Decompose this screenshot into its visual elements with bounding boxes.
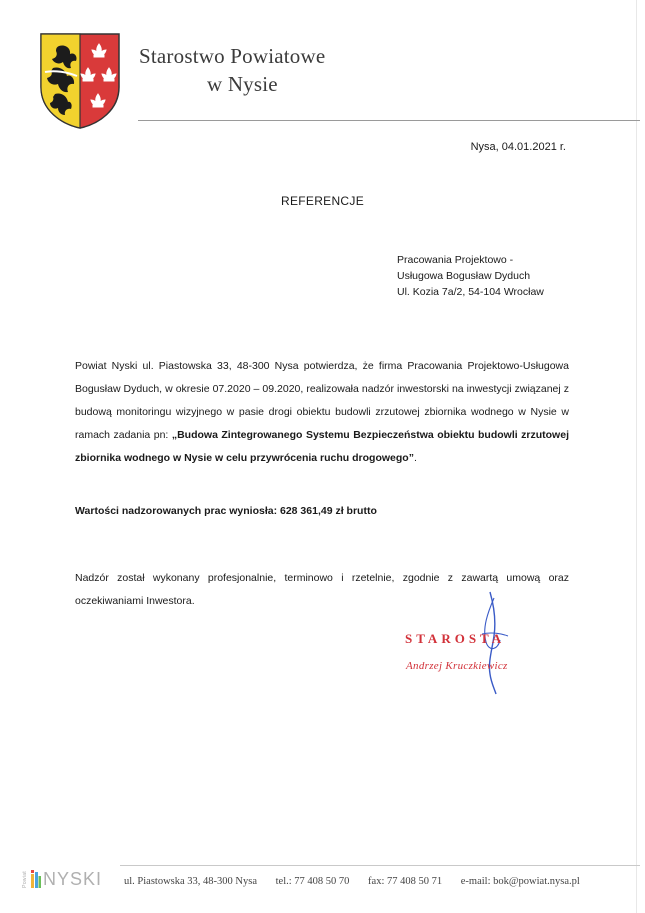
footer-contact	[124, 876, 580, 887]
letter-date: Nysa, 04.01.2021 r.	[470, 141, 566, 153]
footer-email: e-mail: bok@powiat.nysa.pl	[460, 876, 580, 887]
body-intro: Powiat Nyski ul. Piastowska 33, 48-300 Nysa potwierdza, że firma Pracowania Projektowo-Usługowa Bogusław Dyduch, w okresie 07.2020 – 09.2020, realizowała nadzór inwestorski na inwestycji związanej z budową monitoringu wizyjnego w pasie drogi obiektu budowli zrzutowej zbiornika wodnego w Nysie w ramach zadania pn:	[75, 360, 569, 441]
document-title: REFERENCJE	[280, 194, 364, 208]
office-name-line2: w Nysie	[207, 72, 278, 97]
recipient-line1: Pracowania Projektowo -	[397, 254, 514, 266]
body-paragraph	[75, 355, 569, 470]
closing-paragraph: Nadzór został wykonany profesjonalnie, terminowo i rzetelnie, zgodnie z zawartą umową oraz oczekiwaniami Inwestora.	[75, 572, 569, 607]
body-intro-end: .	[413, 452, 417, 464]
stamp-name: Andrzej Kruczkiewicz	[406, 660, 508, 672]
header-divider	[138, 120, 640, 121]
scan-edge	[636, 0, 637, 913]
footer-address: ul. Piastowska 33, 48-300 Nysa	[124, 876, 257, 887]
contract-value: Wartości nadzorowanych prac wyniosła: 628 361,49 zł brutto	[75, 505, 377, 517]
logo-mark-icon	[31, 870, 41, 888]
recipient-line2: Usługowa Bogusław Dyduch	[397, 270, 531, 282]
recipient-line3: Ul. Kozia 7a/2, 54-104 Wrocław	[397, 286, 544, 298]
stamp-title: STAROSTA	[405, 631, 506, 646]
office-name	[139, 42, 325, 99]
coat-of-arms-icon	[39, 32, 121, 130]
footer-divider	[120, 865, 640, 866]
logo-text: NYSKI	[43, 868, 103, 889]
logo-vertical-text: Powiat	[22, 870, 28, 888]
footer-tel: tel.: 77 408 50 70	[275, 876, 350, 887]
footer-logo	[22, 868, 102, 890]
task-name: „Budowa Zintegrowanego Systemu Bezpieczeństwa obiektu budowli zrzutowej zbiornika wodnego w Nysie w celu przywrócenia ruchu drogowego”	[75, 429, 569, 464]
recipient-address	[397, 252, 544, 300]
footer-fax: fax: 77 408 50 71	[368, 876, 443, 887]
office-name-line1: Starostwo Powiatowe	[139, 44, 326, 68]
